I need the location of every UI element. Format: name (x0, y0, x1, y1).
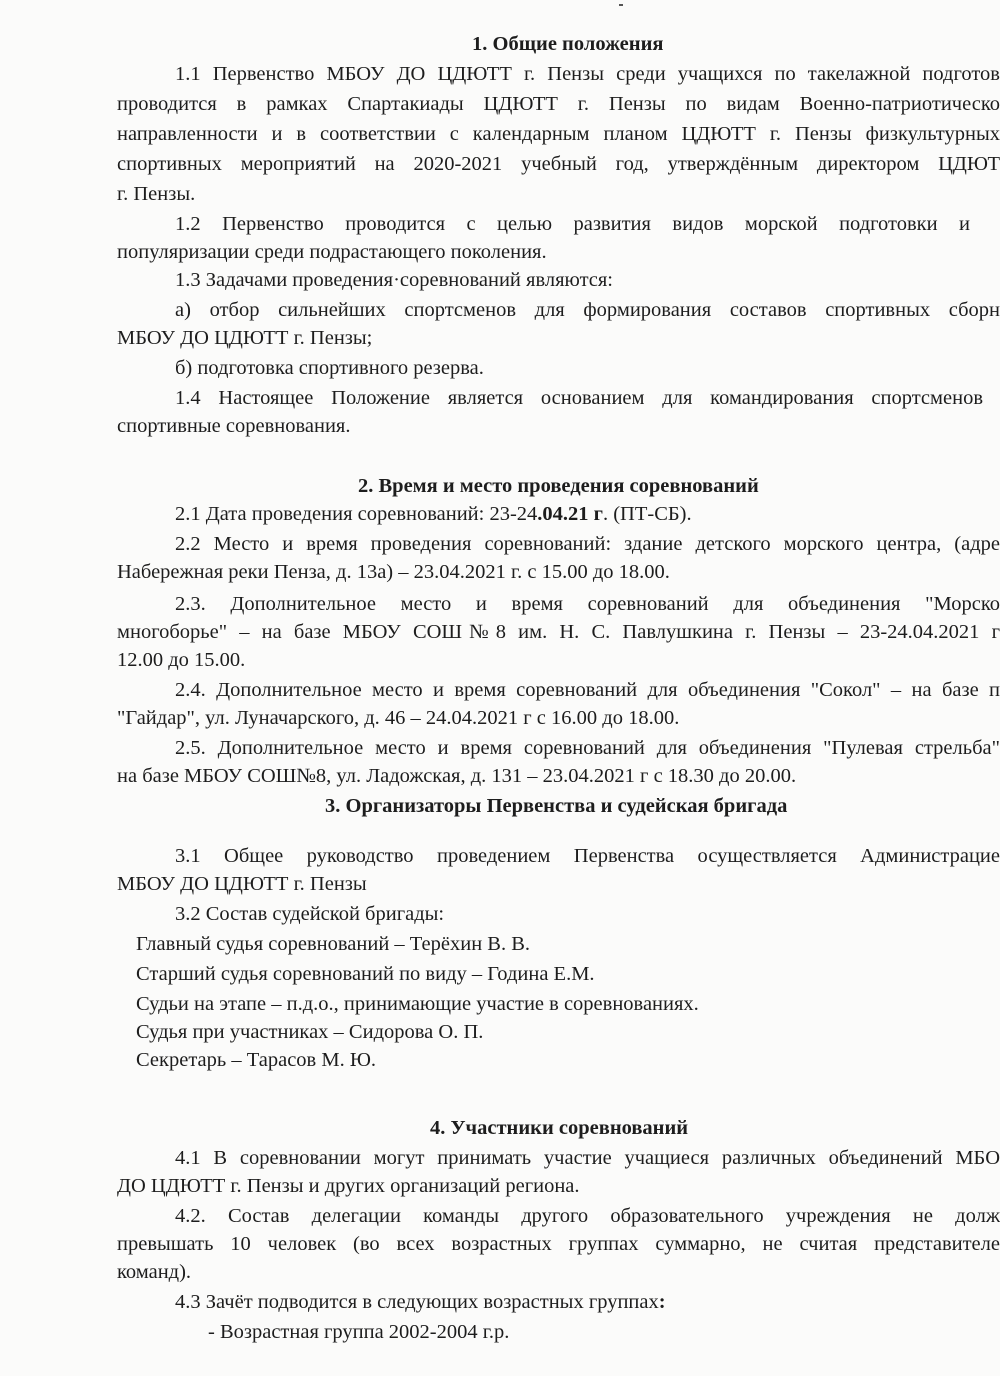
paragraph-line: 3.2 Состав судейской бригады: (175, 903, 445, 925)
paragraph-line: спортивных мероприятий на 2020-2021 учебный год, утверждённым директором ЦДЮТ (117, 153, 1000, 175)
age-groups-intro-text: 4.3 Зачёт подводится в следующих возрастных группах (175, 1291, 659, 1313)
judge-line: Главный судья соревнований – Терёхин В. В. (136, 933, 531, 955)
section-4-heading: 4. Участники соревнований (430, 1117, 689, 1139)
paragraph-line: 1.2 Первенство проводится с целью развития видов морской подготовки и (175, 213, 970, 235)
paragraph-line: команд). (117, 1261, 192, 1283)
paragraph-line: популяризации среди подрастающего поколения. (117, 241, 547, 263)
paragraph-line: 2.3. Дополнительное место и время соревнований для объединения "Морско (175, 593, 1000, 615)
date-line-bold: .04.21 г (537, 503, 603, 525)
paragraph-line: а) отбор сильнейших спортсменов для формирования составов спортивных сборн (175, 299, 1000, 321)
paragraph-line: на базе МБОУ СОШ№8, ул. Ладожская, д. 131 – 23.04.2021 г с 18.30 до 20.00. (117, 765, 797, 787)
paragraph-line: многоборье" – на базе МБОУ СОШ№8 им. Н. С. Павлушкина г. Пензы – 23-24.04.2021 г (117, 621, 1000, 643)
paragraph-line: 4.2. Состав делегации команды другого образовательного учреждения не долж (175, 1205, 1000, 1227)
paragraph-line: направленности и в соответствии с календарным планом ЦДЮТТ г. Пензы физкультурных (117, 123, 1000, 145)
age-groups-intro (175, 1288, 666, 1316)
paragraph-line: Набережная реки Пенза, д. 13а) – 23.04.2021 г. с 15.00 до 18.00. (117, 561, 670, 583)
section-2-heading: 2. Время и место проведения соревнований (358, 475, 759, 497)
age-group-list-item: - Возрастная группа 2002-2004 г.р. (208, 1321, 510, 1343)
paragraph-line: МБОУ ДО ЦДЮТТ г. Пензы (117, 873, 367, 895)
paragraph-line: 2.2 Место и время проведения соревнований: здание детского морского центра, (адре (175, 533, 1000, 555)
paragraph-line: проводится в рамках Спартакиады ЦДЮТТ г. Пензы по видам Военно-патриотическо (117, 93, 1000, 115)
paragraph-line: б) подготовка спортивного резерва. (175, 357, 484, 379)
age-groups-colon: : (658, 1291, 666, 1313)
paragraph-line: 4.1 В соревновании могут принимать участие учащиеся различных объединений МБО (175, 1147, 1000, 1169)
paragraph-line: спортивные соревнования. (117, 415, 351, 437)
paragraph-line: 1.3 Задачами проведения·соревнований являются: (175, 269, 614, 291)
paragraph-line: превышать 10 человек (во всех возрастных группах суммарно, не считая представителе (117, 1233, 1000, 1255)
judge-line: Судьи на этапе – п.д.о., принимающие участие в соревнованиях. (136, 993, 699, 1015)
paragraph-line: 3.1 Общее руководство проведением Первенства осуществляется Администрацие (175, 845, 1000, 867)
paragraph-line: 1.4 Настоящее Положение является основанием для командирования спортсменов (175, 387, 983, 409)
judge-line: Старший судья соревнований по виду – Година Е.М. (136, 963, 595, 985)
judge-line: Секретарь – Тарасов М. Ю. (136, 1049, 377, 1071)
paragraph-line: 2.4. Дополнительное место и время соревнований для объединения "Сокол" – на базе п (175, 679, 1000, 701)
paragraph-line: г. Пензы. (117, 183, 196, 205)
paragraph-line: 1.1 Первенство МБОУ ДО ЦДЮТТ г. Пензы среди учащихся по такелажной подготов (175, 63, 1000, 85)
paragraph-line: 2.5. Дополнительное место и время соревнований для объединения "Пулевая стрельба" (175, 737, 1000, 759)
section-3-heading: 3. Организаторы Первенства и судейская бригада (325, 795, 788, 817)
paragraph-line: ДО ЦДЮТТ г. Пензы и других организаций региона. (117, 1175, 580, 1197)
paragraph-line: МБОУ ДО ЦДЮТТ г. Пензы; (117, 327, 373, 349)
scan-mark (619, 4, 623, 6)
date-line (175, 500, 692, 528)
paragraph-line: 12.00 до 15.00. (117, 649, 246, 671)
judge-line: Судья при участниках – Сидорова О. П. (136, 1021, 484, 1043)
section-1-heading: 1. Общие положения (472, 33, 664, 55)
date-line-post: . (ПТ-СБ). (602, 503, 692, 525)
paragraph-line: "Гайдар", ул. Луначарского, д. 46 – 24.04.2021 г с 16.00 до 18.00. (117, 707, 680, 729)
date-line-pre: 2.1 Дата проведения соревнований: 23-24 (175, 503, 538, 525)
